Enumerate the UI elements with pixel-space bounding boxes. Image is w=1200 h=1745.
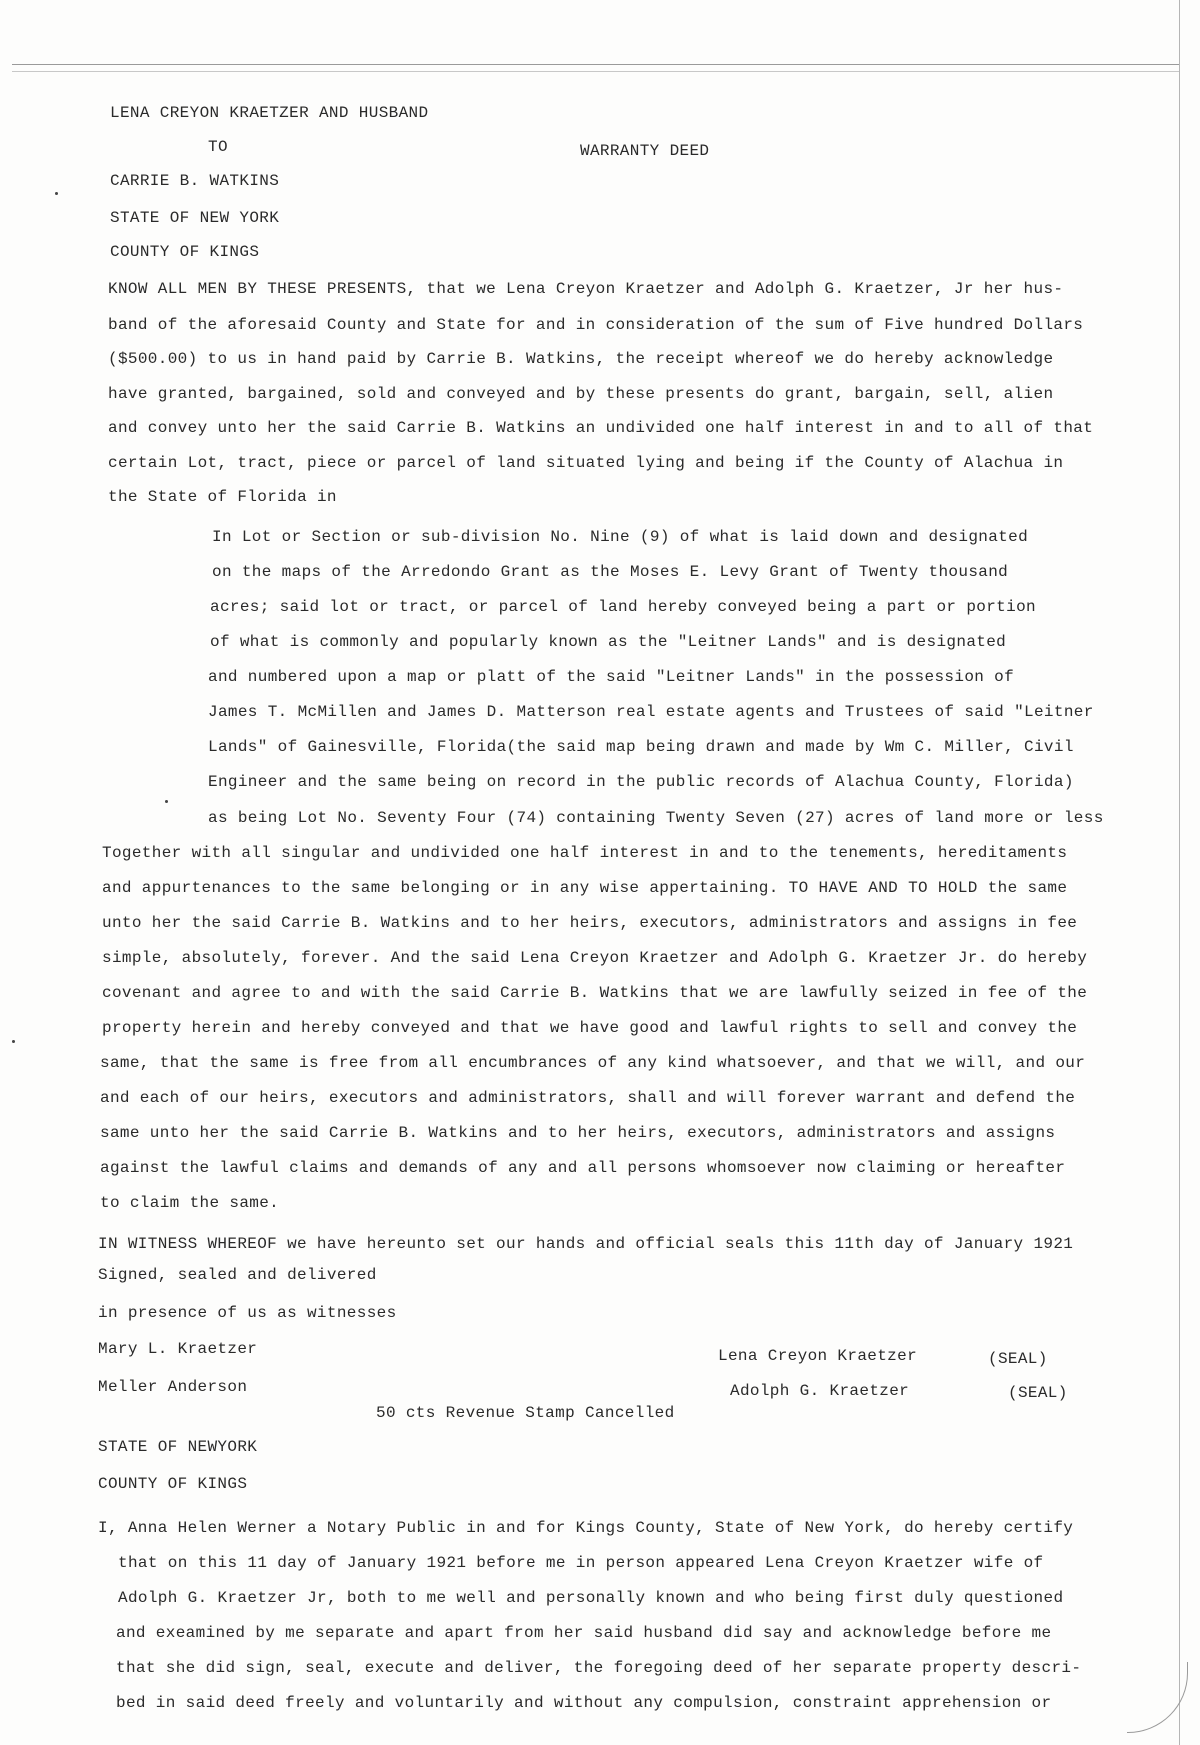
description-line: of what is commonly and popularly known as the "Leitner Lands" and is designated — [210, 633, 1007, 651]
description-line: Engineer and the same being on record in the public records of Alachua County, Florida) — [208, 773, 1074, 791]
ack-line: and exeamined by me separate and apart from her said husband did say and acknowledge before me — [116, 1624, 1052, 1642]
body-line: ($500.00) to us in hand paid by Carrie B. Watkins, the receipt whereof we do hereby acknowledge — [108, 350, 1054, 368]
ack-line: that on this 11 day of January 1921 before me in person appeared Lena Creyon Kraetzer wife of — [118, 1554, 1044, 1572]
signatory-name: Lena Creyon Kraetzer — [718, 1347, 918, 1365]
signatory-name: Adolph G. Kraetzer — [730, 1382, 910, 1400]
body-line: same unto her the said Carrie B. Watkins and to her heirs, executors, administrators and assigns — [100, 1124, 1056, 1142]
testimonium-line: Signed, sealed and delivered — [98, 1266, 377, 1284]
description-line: and numbered upon a map or platt of the said "Leitner Lands" in the possession of — [208, 668, 1015, 686]
top-rule — [12, 64, 1180, 72]
grantee-caption: CARRIE B. WATKINS — [110, 172, 280, 190]
body-line: against the lawful claims and demands of any and all persons whomsoever now claiming or hereafter — [100, 1159, 1066, 1177]
seal-mark: (SEAL) — [1008, 1384, 1068, 1402]
body-line: same, that the same is free from all encumbrances of any kind whatsoever, and that we will, and our — [100, 1054, 1086, 1072]
body-line: to claim the same. — [100, 1194, 280, 1212]
description-line: Lands" of Gainesville, Florida(the said map being drawn and made by Wm C. Miller, Civil — [208, 738, 1074, 756]
ack-line: that she did sign, seal, execute and deliver, the foregoing deed of her separate property descri- — [116, 1659, 1082, 1677]
witness-name: Mary L. Kraetzer — [98, 1340, 258, 1358]
testimonium-line: in presence of us as witnesses — [98, 1304, 397, 1322]
witness-name: Meller Anderson — [98, 1378, 248, 1396]
ack-line: Adolph G. Kraetzer Jr, both to me well and personally known and who being first duly questioned — [118, 1589, 1064, 1607]
to-caption: TO — [208, 138, 228, 156]
page-edge — [1179, 0, 1180, 1745]
ink-speck — [12, 1040, 15, 1043]
body-line: property herein and hereby conveyed and that we have good and lawful rights to sell and convey the — [102, 1019, 1078, 1037]
ink-speck — [55, 192, 58, 195]
ack-state: STATE OF NEWYORK — [98, 1438, 258, 1456]
body-line: band of the aforesaid County and State for and in consideration of the sum of Five hundred Dollars — [108, 316, 1084, 334]
ack-line: I, Anna Helen Werner a Notary Public in and for Kings County, State of New York, do hereby certify — [98, 1519, 1074, 1537]
testimonium-line: IN WITNESS WHEREOF we have hereunto set our hands and official seals this 11th day of January 1921 — [98, 1235, 1074, 1253]
venue-state: STATE OF NEW YORK — [110, 209, 280, 227]
description-line: James T. McMillen and James D. Matterson real estate agents and Trustees of said "Leitner — [208, 703, 1094, 721]
description-line: acres; said lot or tract, or parcel of land hereby conveyed being a part or portion — [210, 598, 1036, 616]
body-line: covenant and agree to and with the said Carrie B. Watkins that we are lawfully seized in fee of the — [102, 984, 1088, 1002]
venue-county: COUNTY OF KINGS — [110, 243, 260, 261]
ack-county: COUNTY OF KINGS — [98, 1475, 248, 1493]
grantor-caption: LENA CREYON KRAETZER AND HUSBAND — [110, 104, 429, 122]
description-line: In Lot or Section or sub-division No. Nine (9) of what is laid down and designated — [212, 528, 1029, 546]
body-line: KNOW ALL MEN BY THESE PRESENTS, that we Lena Creyon Kraetzer and Adolph G. Kraetzer, Jr her hus- — [108, 280, 1064, 298]
revenue-stamp-note: 50 cts Revenue Stamp Cancelled — [376, 1404, 675, 1422]
ack-line: bed in said deed freely and voluntarily and without any compulsion, constraint apprehension or — [116, 1694, 1052, 1712]
seal-mark: (SEAL) — [988, 1350, 1048, 1368]
body-line: unto her the said Carrie B. Watkins and to her heirs, executors, administrators and assigns in fee — [102, 914, 1078, 932]
body-line: have granted, bargained, sold and conveyed and by these presents do grant, bargain, sell, alien — [108, 385, 1054, 403]
body-line: the State of Florida in — [108, 488, 337, 506]
body-line: and appurtenances to the same belonging or in any wise appertaining. TO HAVE AND TO HOLD the same — [102, 879, 1068, 897]
description-line: as being Lot No. Seventy Four (74) containing Twenty Seven (27) acres of land more or less — [208, 809, 1104, 827]
description-line: on the maps of the Arredondo Grant as the Moses E. Levy Grant of Twenty thousand — [212, 563, 1009, 581]
body-line: and each of our heirs, executors and administrators, shall and will forever warrant and defend the — [100, 1089, 1076, 1107]
ink-speck — [165, 800, 168, 803]
body-line: and convey unto her the said Carrie B. Watkins an undivided one half interest in and to all of that — [108, 419, 1094, 437]
body-line: Together with all singular and undivided one half interest in and to the tenements, hereditaments — [102, 844, 1068, 862]
body-line: simple, absolutely, forever. And the said Lena Creyon Kraetzer and Adolph G. Kraetzer Jr. do hereby — [102, 949, 1088, 967]
body-line: certain Lot, tract, piece or parcel of land situated lying and being if the County of Alachua in — [108, 454, 1064, 472]
document-title: WARRANTY DEED — [580, 142, 710, 160]
